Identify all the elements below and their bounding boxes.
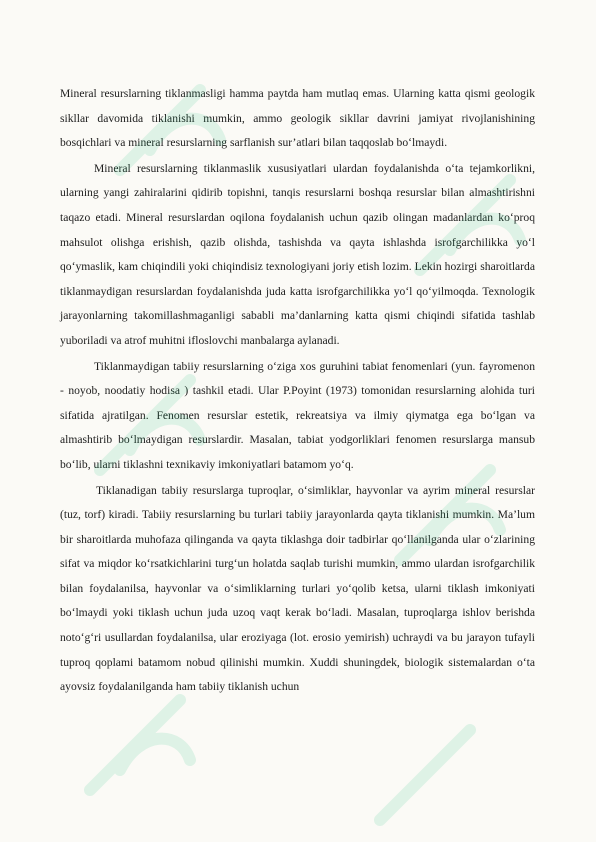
paragraph-1: Mineral resurslarning tiklanmasligi hamma paytda ham mutlaq emas. Ularning katta qismi geologik sikllar davomida tiklanishi mumkin, ammo geologik sikllar davrini jamiyat rivojlanishining bosqichlari va mineral resurslarning sarflanish sur’atlari bilan taqqoslab bo‘lmaydi. — [60, 87, 535, 150]
paragraph-3: Tiklanmaydigan tabiiy resurslarning o‘ziga xos guruhini tabiat fenomenlari (yun. fayromenon - noyob, noodatiy hodisa ) tashkil etadi. Ular P.Poyint (1973) tomonidan resurslarning alohida turi sifatida ajratilgan. Fenomen resurslar estetik, rekreatsiya va ilmiy qiymatga ega bo‘lgan va almashtirib bo‘lmaydigan resurslardir. Masalan, tabiat yodgorliklari fenomen resurslarga mansub bo‘lib, ularni tiklashni texnikaviy imkoniyatlari batamom yo‘q. — [60, 359, 535, 471]
paragraph-4: Tiklanadigan tabiiy resurslarga tuproqlar, o‘simliklar, hayvonlar va ayrim mineral resurslar (tuz, torf) kiradi. Tabiiy resurslarning bu turlari tabiiy jarayonlarda qayta tiklanishi mumkin. Ma’lum bir sharoitlarda muhofaza qilinganda va qayta tiklashga doir tadbirlar qo‘llanilganda ular o‘zlarining sifat va miqdor ko‘rsatkichlarini turg‘un holatda saqlab turishi mumkin, ammo ulardan isrofgarchilik bilan foydalanilsa, hayvonlar va o‘simliklarning turlari yo‘qolib ketsa, ularni tiklash imkoniyati bo‘lmaydi yoki tiklash uchun juda uzoq vaqt kerak bo‘ladi. Masalan, tuproqlarga ishlov berishda noto‘g‘ri usullardan foydalanilsa, ular eroziyaga (lot. erosio yemirish) uchraydi va bu jarayon tufayli tuproq qoplami batamom nobud qilinishi mumkin. Xuddi shuningdek, biologik sistemalardan o‘ta ayovsiz foydalanilganda ham tabiiy tiklanish uchun — [60, 483, 535, 694]
paragraph-2: Mineral resurslarning tiklanmaslik xususiyatlari ulardan foydalanishda o‘ta tejamkorlikni, ularning yangi zahiralarini qidirib topishni, tanqis resurslarni boshqa resurslar bilan almashtirishni taqazo etadi. Mineral resurslardan oqilona foydalanish uchun qazib olingan madanlardan ko‘proq mahsulot olishga erishish, qazib olishda, tashishda va qayta ishlashda isrofgarchilikka yo‘l qo‘ymaslik, kam chiqindili yoki chiqindisiz texnologiyani joriy etish lozim. Lekin hozirgi sharoitlarda tiklanmaydigan resurslardan foydalanishda juda katta isrofgarchilikka yo‘l qo‘yilmoqda. Texnologik jarayonlarning takomillashmaganligi sababli ma’danlarning katta qismi chiqindi sifatida tashlab yuboriladi va atrof muhitni ifloslovchi manbalarga aylanadi. — [60, 161, 535, 347]
document-page — [60, 82, 535, 700]
